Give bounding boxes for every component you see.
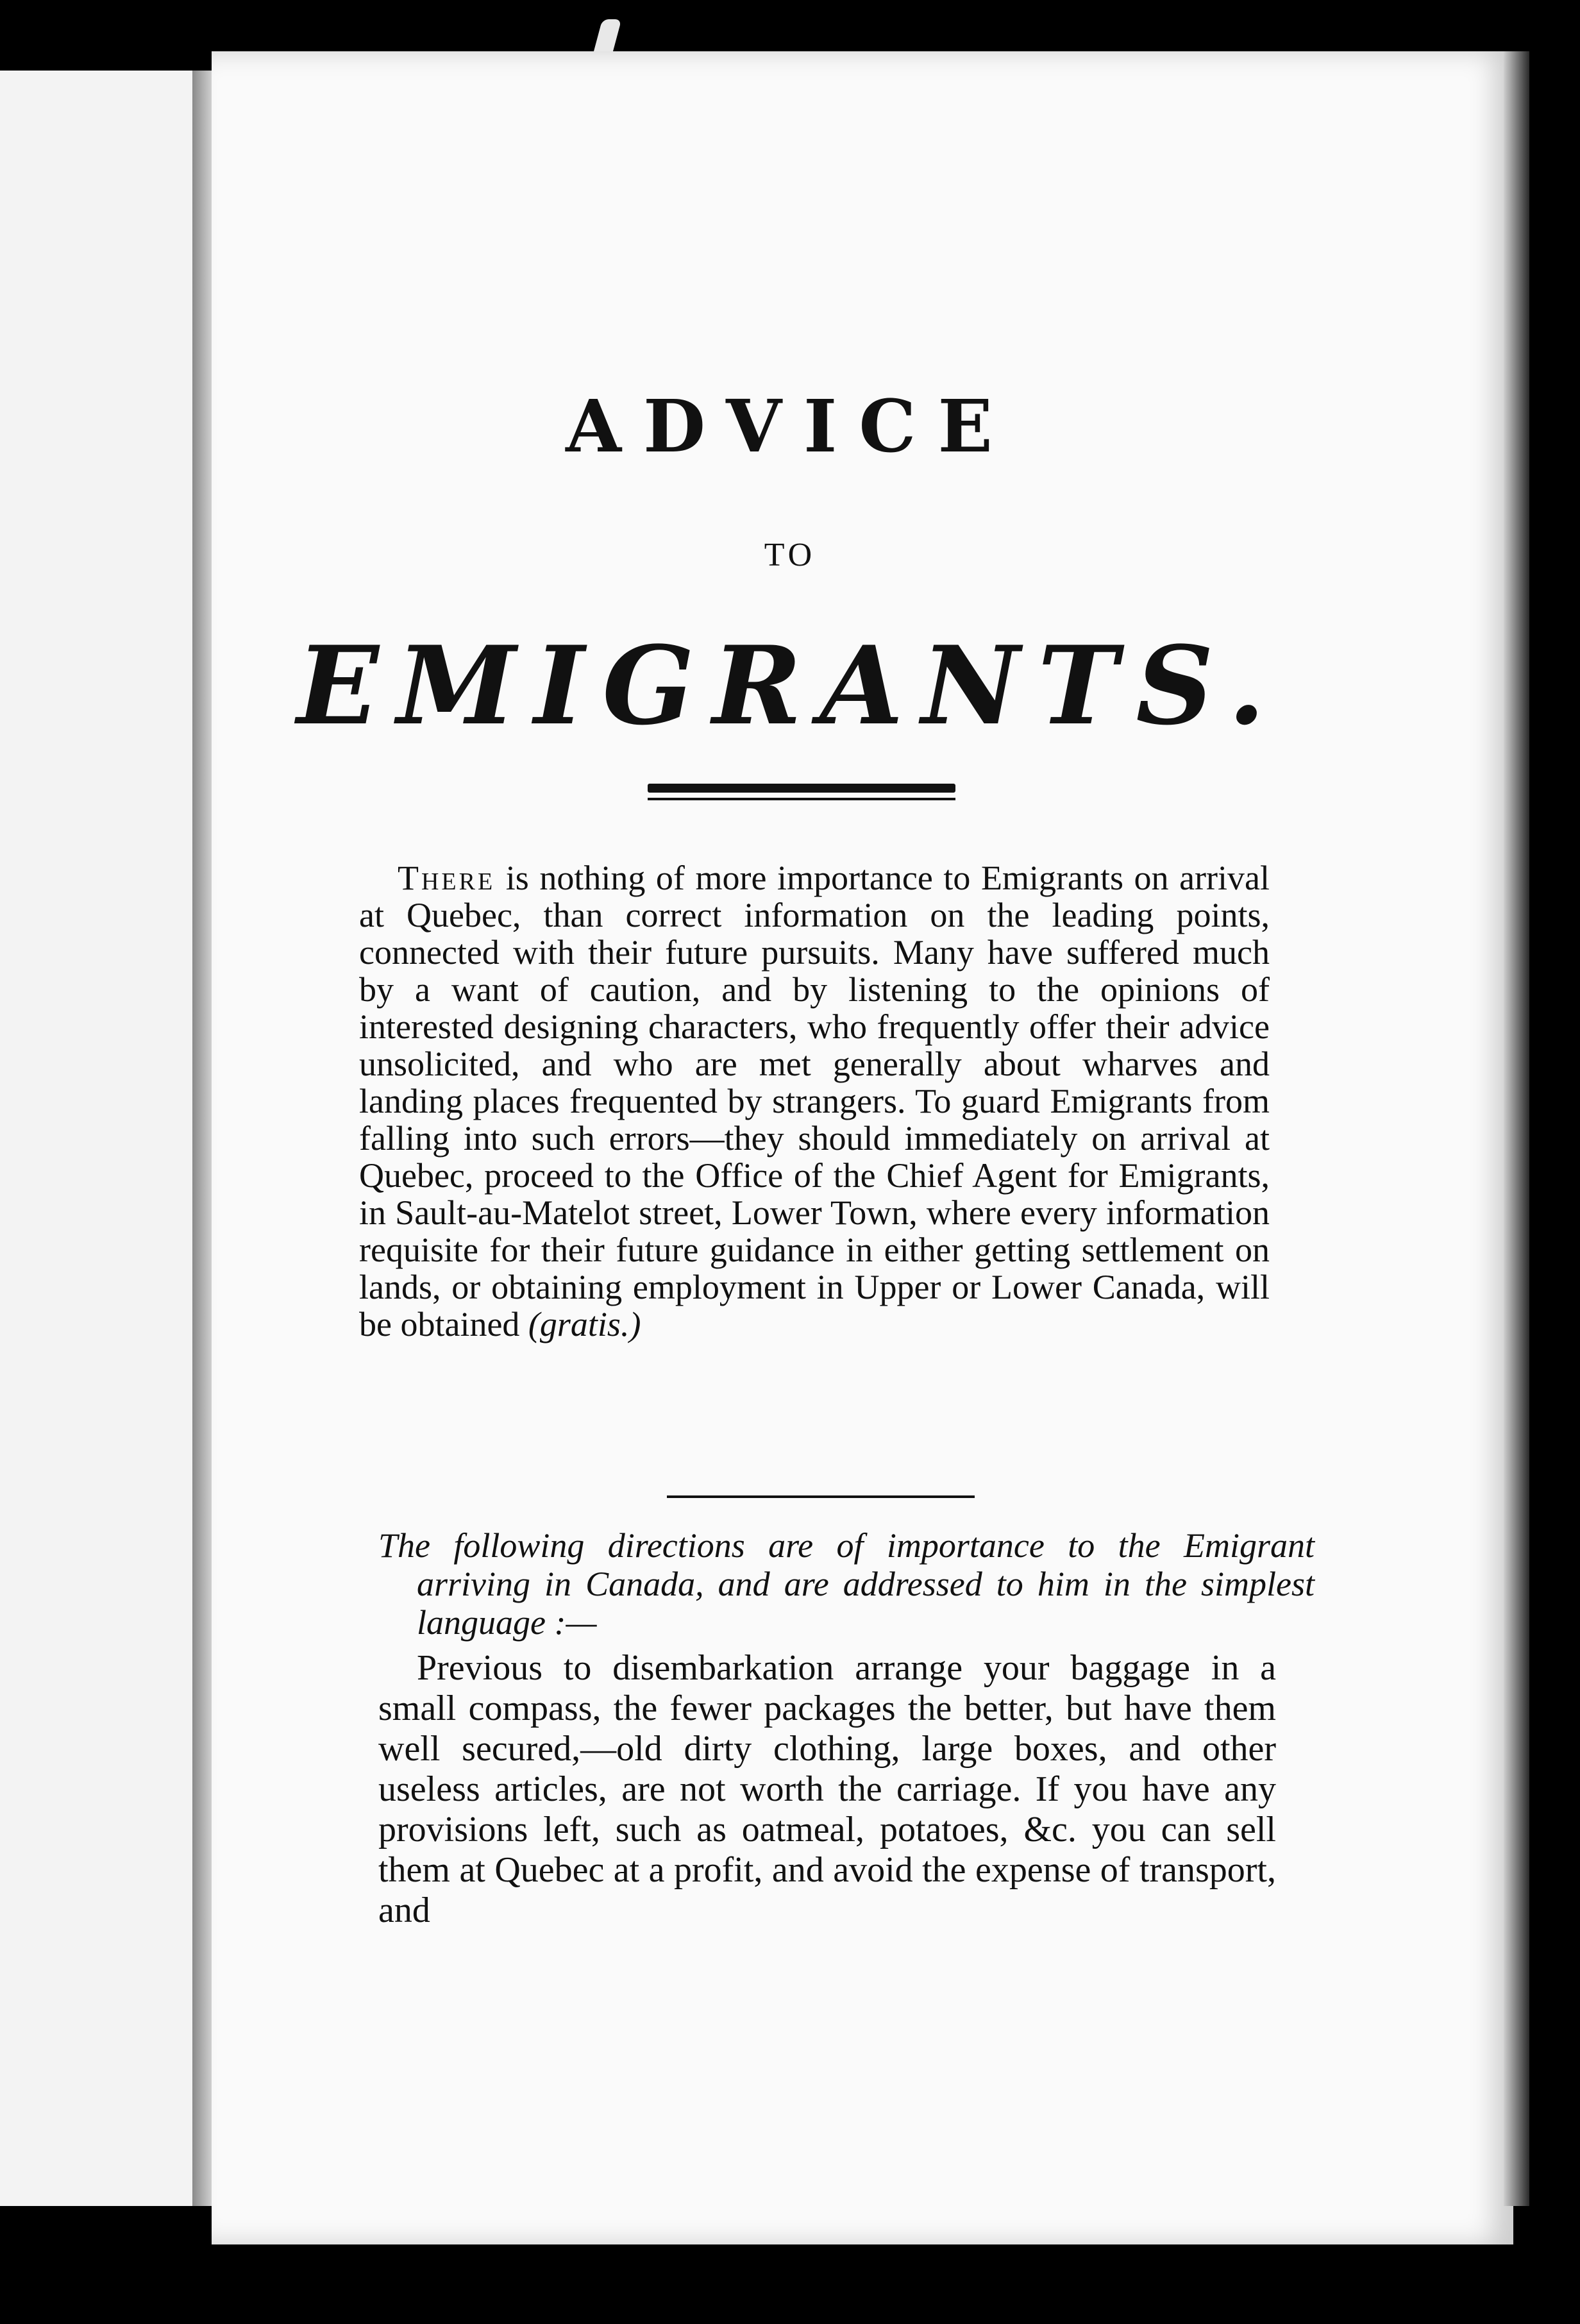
title-rule-thin (648, 798, 955, 800)
paragraph-introduction (359, 859, 1270, 1343)
title-rule-thick (648, 784, 955, 793)
title-emigrants: EMIGRANTS. (296, 622, 1284, 749)
page-edge-shadow (1504, 51, 1529, 2206)
paragraph-gratis: (gratis.) (528, 1305, 641, 1343)
title-advice: ADVICE (566, 385, 1014, 469)
title-to: TO (764, 537, 816, 573)
directions-intro: The following directions are of importance to the Emigrant arriving in Canada, and are addressed to him in the simplest language :— (378, 1526, 1315, 1642)
paragraph-lead-word: There (398, 859, 496, 897)
paragraph-baggage: Previous to disembarkation arrange your baggage in a small compass, the fewer packages the better, but have them well secured,—old dirty clothing, large boxes, and other useless articles, are not worth the carriage. If you have any provisions left, such as oatmeal, potatoes, &c. you can sell them at Quebec at a profit, and avoid the expense of transport, and (378, 1648, 1276, 1930)
section-divider (667, 1495, 975, 1498)
paragraph-introduction-text: is nothing of more importance to Emigrants on arrival at Quebec, than correct information on the leading points, connected with their future pursuits. Many have suffered much by a want of caution, and by listening to the opinions of interested designing characters, who frequently offer their advice unsolicited, and who are met generally about wharves and landing places frequented by strangers. To guard Emigrants from falling into such errors—they should immediately on arrival at Quebec, proceed to the Office of the Chief Agent for Emigrants, in Sault-au-Matelot street, Lower Town, where every information requisite for their future guidance in either getting settlement on lands, or obtaining employment in Upper or Lower Canada, will be obtained (359, 859, 1270, 1343)
